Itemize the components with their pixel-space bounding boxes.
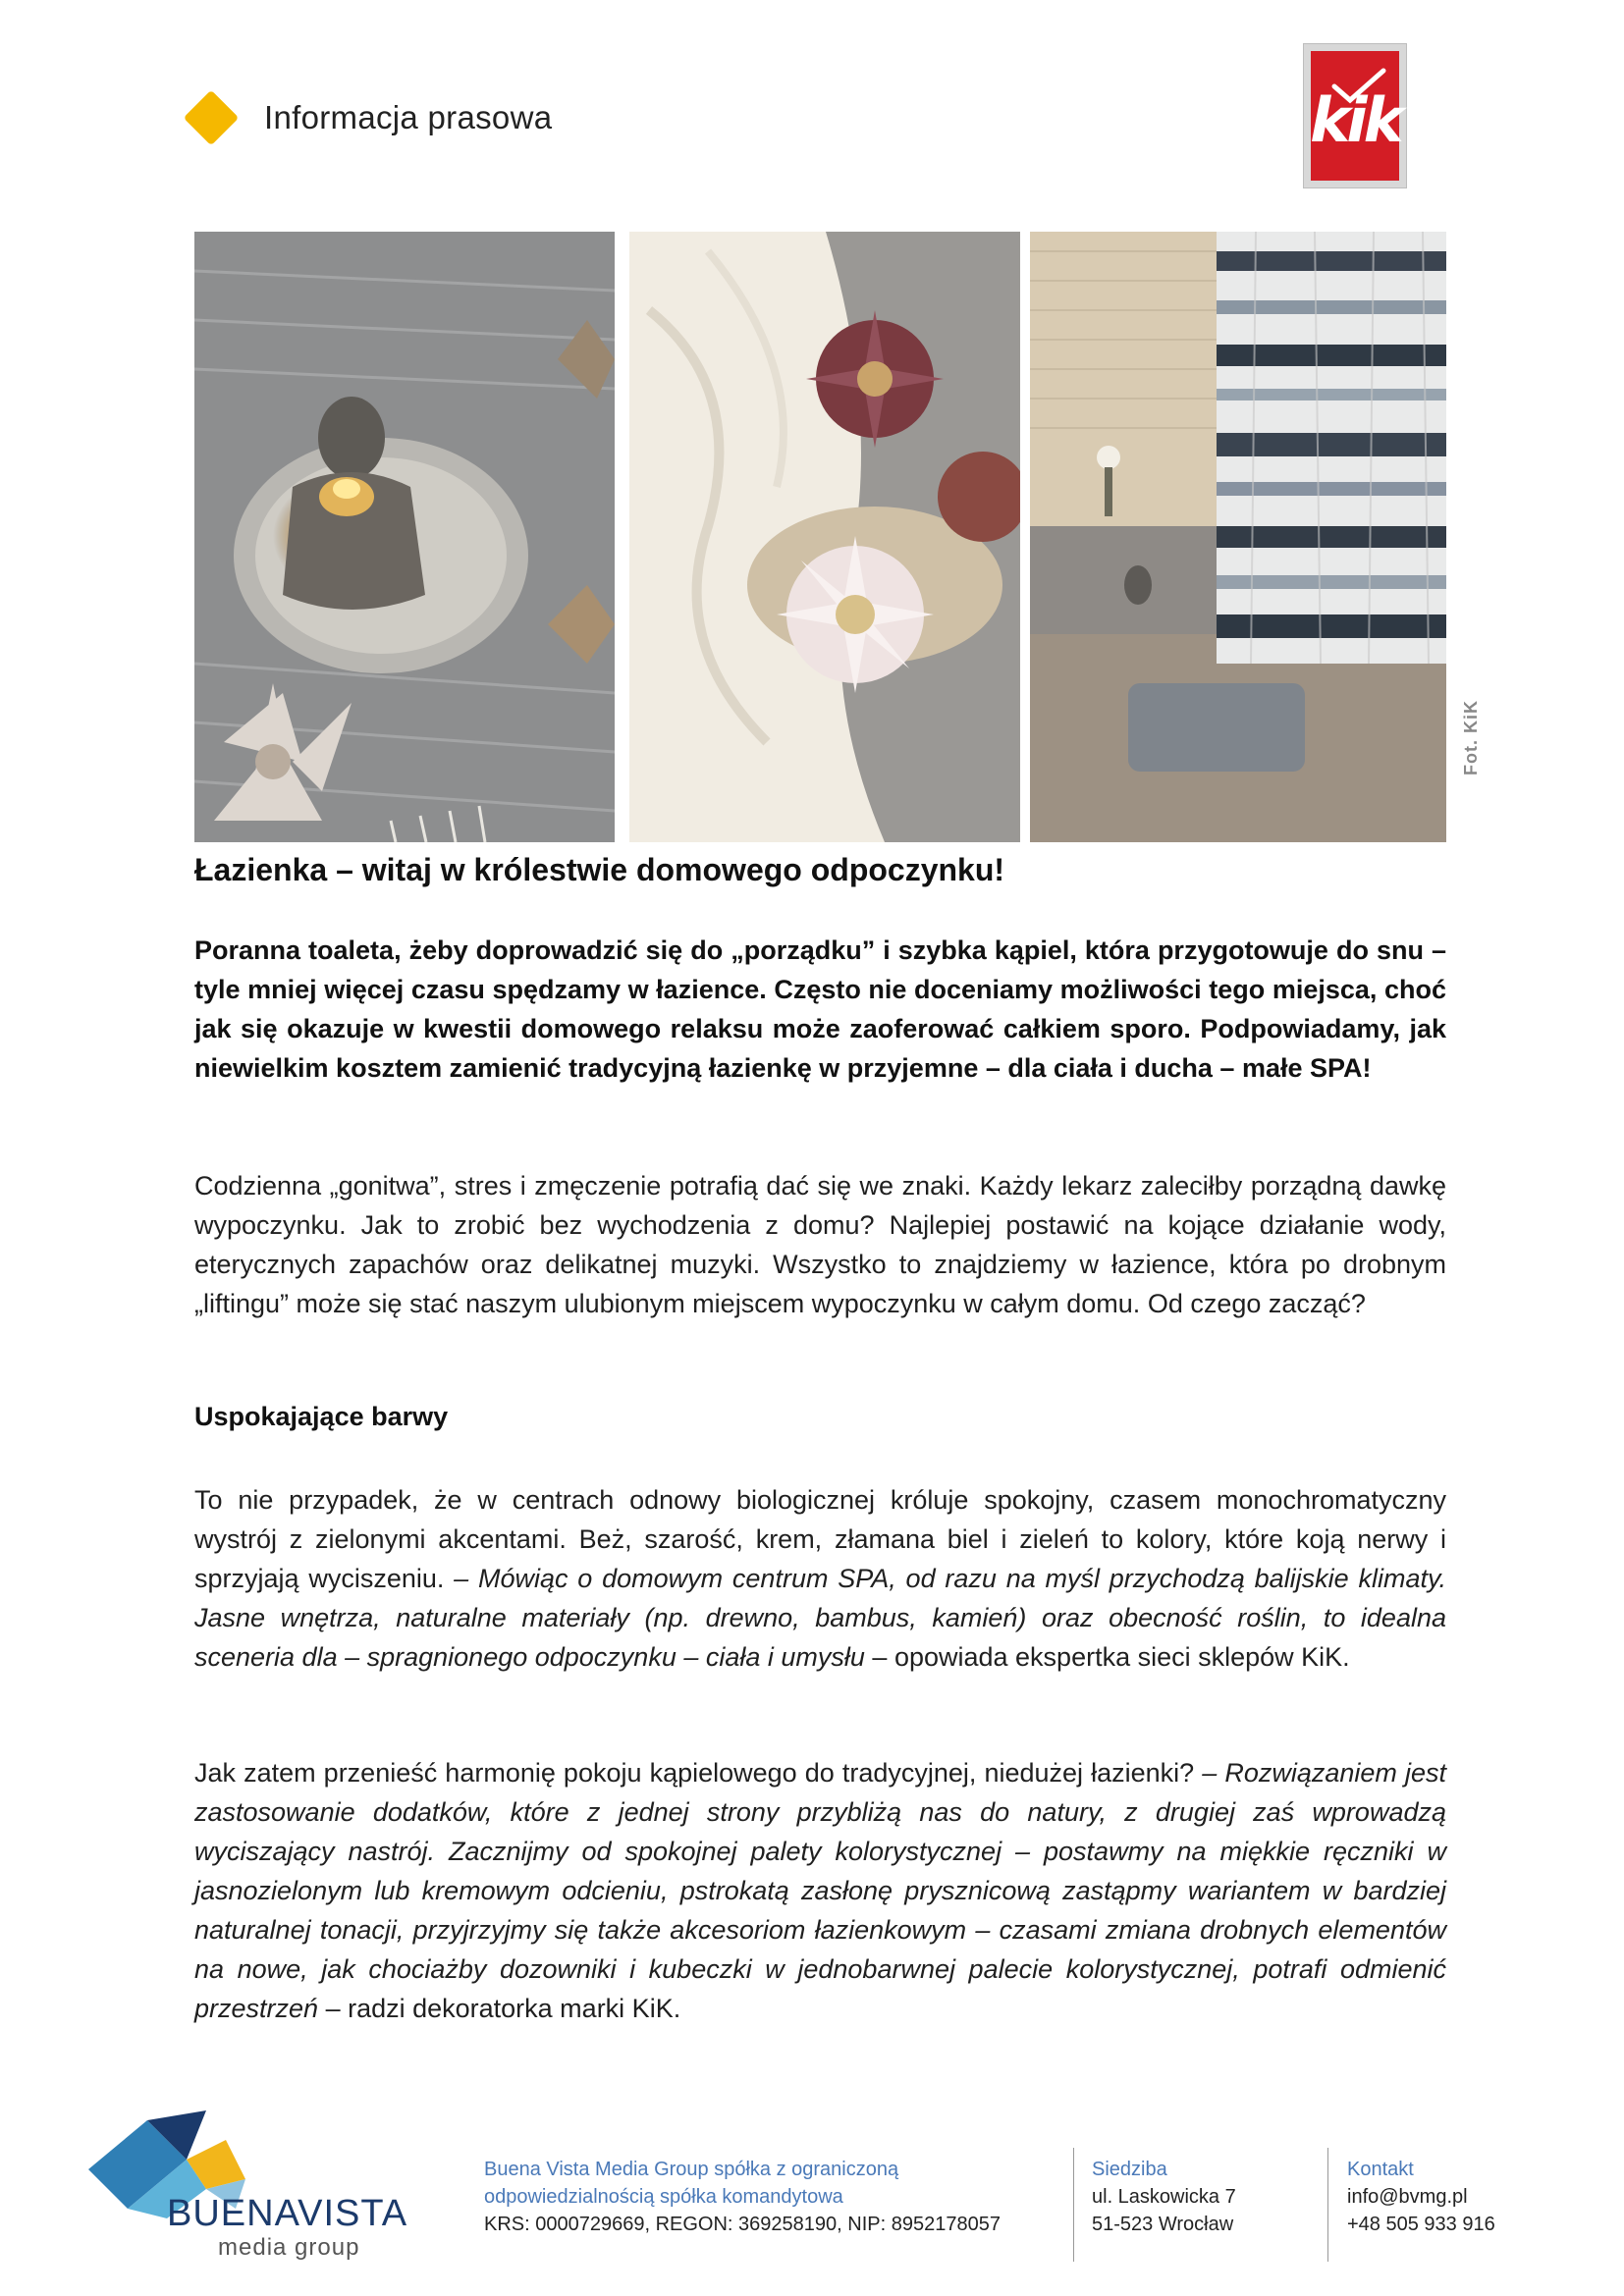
article-paragraph-3 [194, 1753, 1446, 2028]
page-header [191, 88, 552, 147]
company-line-2: odpowiedzialnością spółka komandytowa [484, 2186, 843, 2208]
photo-strip [194, 232, 1446, 842]
footer-seat [1092, 2156, 1236, 2238]
seat-city: 51-523 Wrocław [1092, 2214, 1234, 2235]
article-lead: Poranna toaleta, żeby doprowadzić się do „porządku” i szybka kąpiel, która przygotowuje do snu – tyle mniej więcej czasu spędzamy w łazience. Często nie doceniamy możliwości tego miejsca, choć jak się okazuje w kwestii domowego relaksu może zaoferować całkiem sporo. Podpowiadamy, jak niewielkim kosztem zamienić tradycyjną łazienkę w przyjemne – dla ciała i ducha – małe SPA! [194, 935, 1446, 1083]
quote-attribution: – opowiada ekspertka sieci sklepów KiK. [864, 1642, 1350, 1672]
contact-heading: Kontakt [1347, 2159, 1414, 2180]
company-ids: KRS: 0000729669, REGON: 369258190, NIP: 8952178057 [484, 2214, 1001, 2235]
article-paragraph-1: Codzienna „gonitwa”, stres i zmęczenie potrafią dać się we znaki. Każdy lekarz zaleciłby porządną dawkę wypoczynku. Jak to zrobić bez wychodzenia z domu? Najlepiej postawić na kojące działanie wody, eterycznych zapachów oraz delikatnej muzyki. Wszystko to znajdziemy w łazience, która po drobnym „liftingu” może się stać naszym ulubionym miejscem wypoczynku w całym domu. Od czego zacząć? [194, 1171, 1446, 1318]
expert-quote: – Mówiąc o domowym centrum SPA, od razu na myśl przychodzą balijskie klimaty. Jasne wnętrza, naturalne materiały (np. drewno, bambus, kamień) oraz obecność roślin, to idealna sceneria dla – spragnionego odpoczynku – ciała i umysłu [194, 1564, 1446, 1672]
photo-credit: Fot. KiK [1461, 700, 1481, 775]
kik-logo [1303, 43, 1407, 188]
contact-email[interactable]: info@bvmg.pl [1347, 2186, 1468, 2208]
seat-heading: Siedziba [1092, 2159, 1167, 2180]
footer-brand-name: BUENAVISTA [167, 2193, 408, 2234]
kik-logo-text: kik [1310, 84, 1400, 156]
footer-divider [1327, 2148, 1328, 2262]
paragraph-3-text: Jak zatem przenieść harmonię pokoju kąpielowego do tradycyjnej, niedużej łazienki? [194, 1758, 1203, 1788]
buddha-candle-photo [194, 232, 615, 842]
bathroom-curtain-photo [1030, 232, 1446, 842]
footer-company [484, 2156, 1001, 2238]
article-title: Łazienka – witaj w królestwie domowego odpoczynku! [194, 852, 1005, 887]
contact-phone[interactable]: +48 505 933 916 [1347, 2214, 1495, 2235]
article-subheading: Uspokajające barwy [194, 1402, 449, 1431]
buenavista-logo [88, 2110, 422, 2261]
diamond-bullet-icon [184, 90, 240, 146]
page-footer [0, 2101, 1624, 2277]
header-title: Informacja prasowa [264, 99, 553, 135]
quote-attribution: – radzi dekoratorka marki KiK. [318, 1994, 681, 2023]
footer-brand-sub: media group [218, 2234, 360, 2261]
seat-street: ul. Laskowicka 7 [1092, 2186, 1236, 2208]
footer-divider [1073, 2148, 1074, 2262]
decorator-quote: – Rozwiązaniem jest zastosowanie dodatków, które z jednej strony przybliżą nas do natury, z drugiej zaś wprowadzą wyciszający nastrój. Zacznijmy od spokojnej palety kolorystycznej – postawmy na miękkie ręczniki w jasnozielonym lub kremowym odcieniu, pstrokatą zasłonę prysznicową zastąpmy wariantem w bardziej naturalnej tonacji, przyjrzyjmy się także akcesoriom łazienkowym – czasami zmiana drobnych elementów na nowe, jak chociażby dozowniki i kubeczki w jednobarwnej palecie kolorystycznej, potrafi odmienić przestrzeń [194, 1758, 1446, 2023]
towel-flowers-photo [629, 232, 1020, 842]
paragraph-2-text: To nie przypadek, że w centrach odnowy biologicznej króluje spokojny, czasem monochromatyczny wystrój z zielonymi akcentami. Beż, szarość, krem, złamana biel i zieleń to kolory, które koją nerwy i sprzyjają wyciszeniu. [194, 1485, 1446, 1593]
company-line-1: Buena Vista Media Group spółka z ograniczoną [484, 2159, 899, 2180]
article-paragraph-2 [194, 1480, 1446, 1677]
footer-contact [1347, 2156, 1495, 2238]
